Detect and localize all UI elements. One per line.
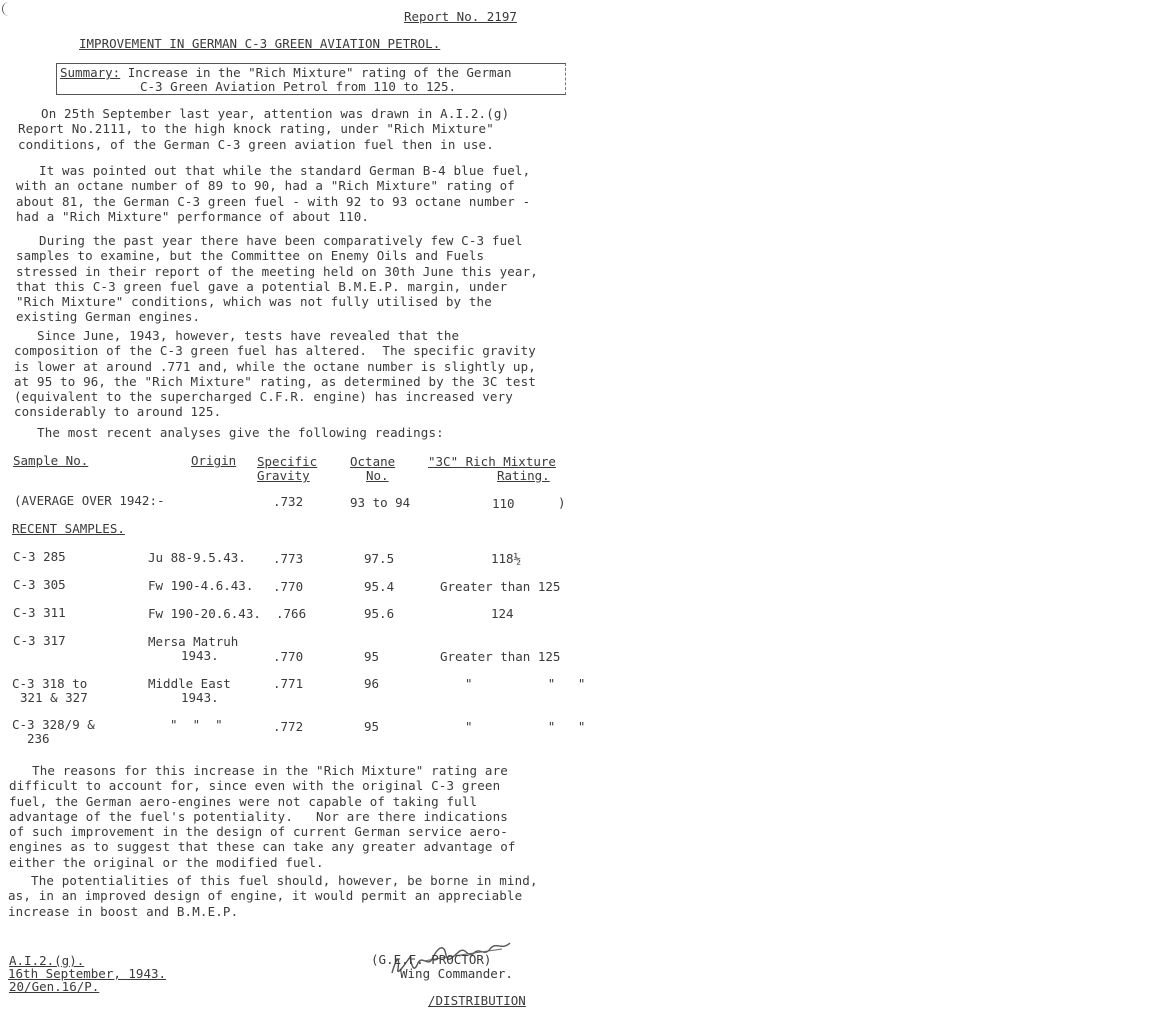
reference-file: 20/Gen.16/P. (9, 979, 100, 994)
paragraph-6: The reasons for this increase in the "Rich Mixture" rating are difficult to account for, since even with the original C-3 green fuel, the German aero-engines were not capable of taking full advantage of the fuel's potentiality. Nor are there indications of such improvement in the design of current German service aero- engines as to suggest that these can take any greater advantage of either the original or the modified fuel. (9, 763, 516, 870)
table-header-octane-1: Octane (350, 454, 396, 469)
handwritten-signature (384, 903, 524, 996)
report-number: Report No. 2197 (404, 9, 517, 24)
reference-date: 16th September, 1943. (8, 966, 167, 981)
rich-mixture-rating: " " " (465, 676, 586, 691)
sample-no-line-2: 236 (27, 731, 50, 746)
average-close-paren: ) (558, 495, 566, 510)
specific-gravity: .773 (273, 551, 304, 566)
table-header-gravity-2: Gravity (257, 468, 310, 483)
sample-no: C-3 305 (13, 577, 66, 592)
octane-no: 95 (364, 719, 380, 734)
table-header-octane-2: No. (366, 468, 389, 483)
octane-no: 95.6 (364, 606, 395, 621)
origin-line-2: 1943. (181, 648, 219, 663)
distribution-label: /DISTRIBUTION (428, 993, 526, 1008)
average-octane: 93 to 94 (350, 495, 411, 510)
summary-text-1: Increase in the "Rich Mixture" rating of the German (120, 65, 512, 80)
sample-no: C-3 328/9 & (12, 717, 95, 732)
sample-no-line-2: 321 & 327 (20, 690, 88, 705)
origin: Ju 88-9.5.43. (148, 550, 246, 565)
sample-no: C-3 317 (13, 633, 66, 648)
signatory-rank: Wing Commander. (400, 966, 513, 981)
table-header-origin: Origin (191, 453, 237, 468)
specific-gravity: .770 (273, 579, 304, 594)
paragraph-5: The most recent analyses give the following readings: (14, 425, 444, 440)
recent-samples-label: RECENT SAMPLES. (12, 521, 125, 536)
rich-mixture-rating: 124 (491, 606, 514, 621)
paragraph-4: Since June, 1943, however, tests have revealed that the composition of the C-3 green fuel has altered. The specific gravity is lower at around .771 and, while the octane number is slightly up, at 95 to 96, the "Rich Mixture" rating, as determined by the 3C test (equivalent to the supercharged C.F.R. engine) has increased very considerably to around 125. (14, 328, 536, 420)
average-label: (AVERAGE OVER 1942:- (14, 493, 165, 508)
rich-mixture-rating: 118½ (491, 551, 522, 566)
paragraph-7: The potentialities of this fuel should, however, be borne in mind, as, in an improved design of engine, it would permit an appreciable increase in boost and B.M.E.P. (8, 873, 538, 919)
origin: Fw 190-4.6.43. (148, 578, 254, 593)
octane-no: 96 (364, 676, 380, 691)
document-title: IMPROVEMENT IN GERMAN C-3 GREEN AVIATION PETROL. (79, 36, 441, 51)
paragraph-1: On 25th September last year, attention was drawn in A.I.2.(g) Report No.2111, to the high knock rating, under "Rich Mixture" conditions, of the German C-3 green aviation fuel then in use. (18, 106, 510, 152)
summary-label: Summary: (60, 65, 121, 80)
summary-line-1 (60, 66, 512, 80)
average-rating: 110 (492, 496, 515, 511)
paragraph-2: It was pointed out that while the standard German B-4 blue fuel, with an octane number of 89 to 90, had a "Rich Mixture" rating of about 81, the German C-3 green fuel - with 92 to 93 octane number - had a "Rich Mixture" performance of about 110. (16, 163, 531, 224)
table-header-gravity-1: Specific (257, 454, 318, 469)
specific-gravity: .771 (273, 676, 304, 691)
rich-mixture-rating: " " " (465, 719, 586, 734)
specific-gravity: .766 (276, 606, 307, 621)
signatory-name: (G.E.F. PROCTOR) (371, 952, 492, 967)
origin: Fw 190-20.6.43. (148, 606, 261, 621)
rich-mixture-rating: Greater than 125 (440, 579, 561, 594)
octane-no: 95 (364, 649, 380, 664)
table-header-rating-1: "3C" Rich Mixture (428, 454, 556, 469)
table-header-sample: Sample No. (13, 453, 89, 468)
octane-no: 97.5 (364, 551, 395, 566)
octane-no: 95.4 (364, 579, 395, 594)
rich-mixture-rating: Greater than 125 (440, 649, 561, 664)
page-corner-mark (2, 2, 11, 16)
average-gravity: .732 (273, 494, 304, 509)
paragraph-3: During the past year there have been comparatively few C-3 fuel samples to examine, but the Committee on Enemy Oils and Fuels stressed in their report of the meeting held on 30th June this year, that this C-3 green fuel gave a potential B.M.E.P. margin, under "Rich Mixture" conditions, which was not fully utilised by the existing German engines. (16, 233, 538, 325)
reference-department: A.I.2.(g). (9, 953, 85, 968)
sample-no: C-3 311 (13, 605, 66, 620)
table-header-rating-2: Rating. (497, 468, 550, 483)
summary-line-2: C-3 Green Aviation Petrol from 110 to 125. (140, 79, 457, 94)
origin: " " " (170, 717, 223, 732)
origin-line-2: 1943. (181, 690, 219, 705)
origin: Middle East (148, 676, 231, 691)
specific-gravity: .770 (273, 649, 304, 664)
specific-gravity: .772 (273, 719, 304, 734)
origin: Mersa Matruh (148, 634, 239, 649)
sample-no: C-3 318 to (12, 676, 88, 691)
sample-no: C-3 285 (13, 549, 66, 564)
